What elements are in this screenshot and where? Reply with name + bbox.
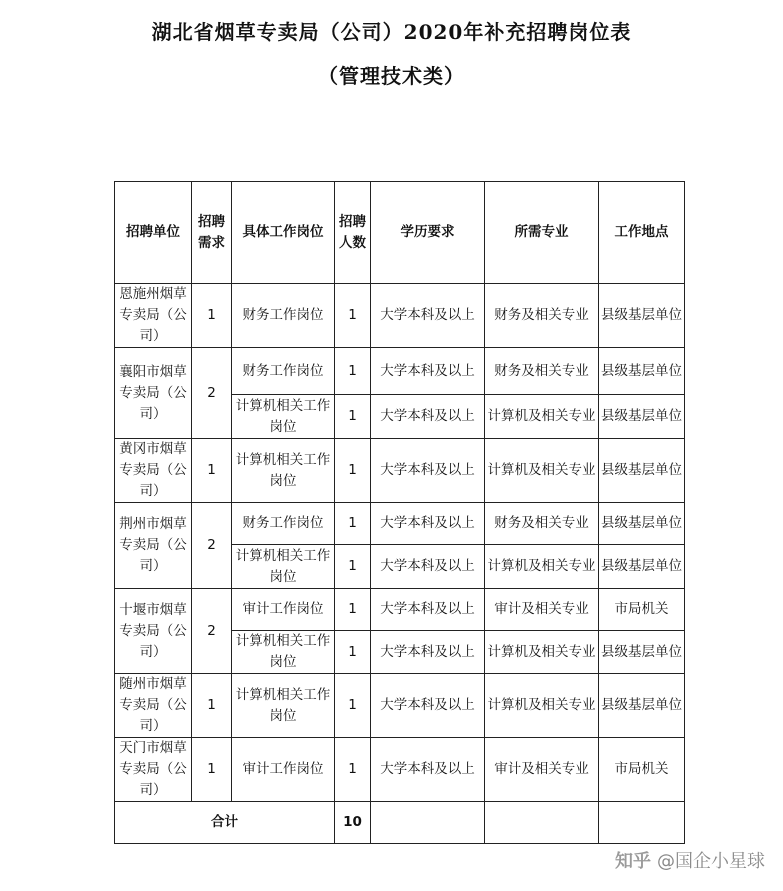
header-count: 招聘人数 (335, 182, 371, 284)
cell-location: 县级基层单位 (599, 395, 685, 439)
empty-cell (599, 802, 685, 844)
cell-major: 审计及相关专业 (485, 738, 599, 802)
cell-position: 财务工作岗位 (232, 348, 335, 395)
table-row (115, 674, 685, 738)
cell-position: 财务工作岗位 (232, 284, 335, 348)
cell-count: 1 (335, 674, 371, 738)
header-major: 所需专业 (485, 182, 599, 284)
cell-major: 审计及相关专业 (485, 589, 599, 631)
cell-unit: 随州市烟草专卖局（公司） (115, 674, 192, 738)
cell-unit: 襄阳市烟草专卖局（公司） (115, 348, 192, 439)
cell-location: 县级基层单位 (599, 503, 685, 545)
cell-education: 大学本科及以上 (371, 545, 485, 589)
cell-count: 1 (335, 631, 371, 674)
total-row (115, 802, 685, 844)
cell-position: 计算机相关工作岗位 (232, 631, 335, 674)
empty-cell (371, 802, 485, 844)
cell-major: 计算机及相关专业 (485, 631, 599, 674)
cell-unit: 恩施州烟草专卖局（公司） (115, 284, 192, 348)
cell-count: 1 (335, 738, 371, 802)
table-row (115, 348, 685, 395)
cell-location: 县级基层单位 (599, 284, 685, 348)
cell-position: 审计工作岗位 (232, 738, 335, 802)
watermark-handle: @国企小星球 (657, 851, 765, 872)
total-value: 10 (335, 802, 371, 844)
table-row (115, 284, 685, 348)
cell-major: 财务及相关专业 (485, 284, 599, 348)
cell-demand: 2 (192, 589, 232, 674)
cell-position: 计算机相关工作岗位 (232, 439, 335, 503)
cell-education: 大学本科及以上 (371, 589, 485, 631)
cell-demand: 2 (192, 348, 232, 439)
cell-location: 县级基层单位 (599, 439, 685, 503)
cell-education: 大学本科及以上 (371, 284, 485, 348)
cell-unit: 天门市烟草专卖局（公司） (115, 738, 192, 802)
cell-location: 市局机关 (599, 738, 685, 802)
cell-major: 计算机及相关专业 (485, 674, 599, 738)
cell-count: 1 (335, 589, 371, 631)
cell-count: 1 (335, 545, 371, 589)
cell-count: 1 (335, 348, 371, 395)
table-row (115, 738, 685, 802)
cell-education: 大学本科及以上 (371, 674, 485, 738)
cell-demand: 1 (192, 439, 232, 503)
cell-major: 财务及相关专业 (485, 348, 599, 395)
header-unit: 招聘单位 (115, 182, 192, 284)
cell-education: 大学本科及以上 (371, 738, 485, 802)
zhihu-watermark (615, 847, 765, 873)
cell-location: 县级基层单位 (599, 545, 685, 589)
header-position: 具体工作岗位 (232, 182, 335, 284)
cell-location: 县级基层单位 (599, 348, 685, 395)
table-row (115, 503, 685, 545)
cell-location: 市局机关 (599, 589, 685, 631)
cell-demand: 1 (192, 284, 232, 348)
cell-demand: 1 (192, 738, 232, 802)
document-title: 湖北省烟草专卖局（公司）2020年补充招聘岗位表 (151, 20, 632, 44)
empty-cell (485, 802, 599, 844)
cell-count: 1 (335, 395, 371, 439)
cell-education: 大学本科及以上 (371, 439, 485, 503)
cell-position: 财务工作岗位 (232, 503, 335, 545)
cell-education: 大学本科及以上 (371, 503, 485, 545)
cell-position: 计算机相关工作岗位 (232, 545, 335, 589)
cell-unit: 十堰市烟草专卖局（公司） (115, 589, 192, 674)
cell-major: 计算机及相关专业 (485, 545, 599, 589)
cell-location: 县级基层单位 (599, 631, 685, 674)
total-label: 合计 (115, 802, 335, 844)
cell-position: 计算机相关工作岗位 (232, 395, 335, 439)
cell-unit: 荆州市烟草专卖局（公司） (115, 503, 192, 589)
document-subtitle: （管理技术类） (318, 64, 465, 88)
header-demand: 招聘需求 (192, 182, 232, 284)
header-education: 学历要求 (371, 182, 485, 284)
cell-education: 大学本科及以上 (371, 631, 485, 674)
cell-major: 计算机及相关专业 (485, 395, 599, 439)
cell-education: 大学本科及以上 (371, 395, 485, 439)
cell-count: 1 (335, 503, 371, 545)
watermark-brand: 知乎 (615, 851, 651, 872)
header-row (115, 182, 685, 284)
cell-unit: 黄冈市烟草专卖局（公司） (115, 439, 192, 503)
cell-demand: 2 (192, 503, 232, 589)
cell-count: 1 (335, 284, 371, 348)
table-row (115, 439, 685, 503)
table-row (115, 589, 685, 631)
recruitment-table (114, 181, 685, 844)
cell-demand: 1 (192, 674, 232, 738)
cell-position: 审计工作岗位 (232, 589, 335, 631)
cell-position: 计算机相关工作岗位 (232, 674, 335, 738)
cell-location: 县级基层单位 (599, 674, 685, 738)
cell-education: 大学本科及以上 (371, 348, 485, 395)
header-location: 工作地点 (599, 182, 685, 284)
cell-major: 财务及相关专业 (485, 503, 599, 545)
cell-major: 计算机及相关专业 (485, 439, 599, 503)
cell-count: 1 (335, 439, 371, 503)
